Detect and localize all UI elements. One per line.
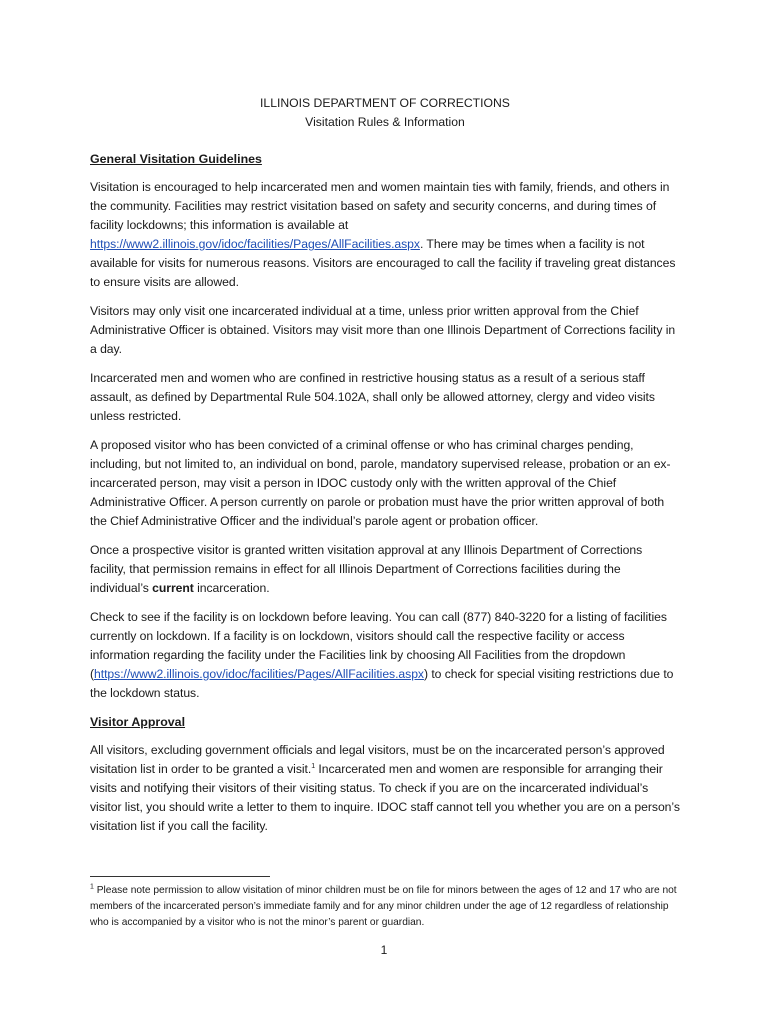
paragraph-lockdown-check [90, 608, 680, 703]
footnote-reference[interactable]: 1 [311, 762, 316, 770]
paragraph-convicted-visitor: A proposed visitor who has been convicted of a criminal offense or who has criminal charges pending, including, but not limited to, an individual on bond, parole, mandatory supervised release, probation or an ex-incarcerated person, may visit a person in IDOC custody only with the written approval of the Chief Administrative Officer. A person currently on parole or probation must have the prior written approval of both the Chief Administrative Officer and the individual’s parole agent or probation officer. [90, 438, 671, 528]
document-subtitle: Visitation Rules & Information [305, 115, 465, 129]
page-number: 1 [380, 943, 388, 957]
footnote-text: Please note permission to allow visitation of minor children must be on file for minors between the ages of 12 and 17 who are not members of the incarcerated person’s immediate family and for any minor children under the age of 12 regardless of relationship who is accompanied by a visitor who is not the minor’s parent or guardian. [90, 885, 677, 928]
heading-visitor-approval: Visitor Approval [90, 715, 186, 729]
heading-general-visitation-guidelines: General Visitation Guidelines [90, 152, 262, 166]
paragraph-text: Check to see if the facility is on lockdown before leaving. You can call (877) 840-3220 for a listing of facilities currently on lockdown. If a facility is on lockdown, visitors should call the respective facility or access information regarding the facility under the Facilities link by choosing All Facilities from the dropdown ( [90, 610, 667, 681]
paragraph-text: . There may be times when a facility is not available for visits for numerous reasons. Visitors are encouraged to call the facility if traveling great distances to ensure visits are allowed. [90, 237, 676, 289]
department-title: ILLINOIS DEPARTMENT OF CORRECTIONS [260, 96, 510, 110]
all-facilities-link[interactable]: https://www2.illinois.gov/idoc/facilities/Pages/AllFacilities.aspx [90, 237, 420, 251]
paragraph-text: Once a prospective visitor is granted written visitation approval at any Illinois Department of Corrections facility, that permission remains in effect for all Illinois Department of Corrections facilities during the individual’s [90, 543, 643, 595]
paragraph-approval-remains [90, 541, 680, 598]
paragraph-restrictive-housing: Incarcerated men and women who are confined in restrictive housing status as a result of a serious staff assault, as defined by Departmental Rule 504.102A, shall only be allowed attorney, clergy and video visits unless restricted. [90, 371, 655, 423]
document-page [90, 94, 680, 846]
paragraph-visitation-encouraged [90, 178, 680, 292]
paragraph-text: ) to check for special visiting restrictions due to the lockdown status. [90, 667, 674, 700]
footnote [90, 883, 680, 931]
paragraph-text: incarceration. [193, 581, 270, 595]
footnote-marker: 1 [90, 883, 94, 891]
paragraph-text: All visitors, excluding government officials and legal visitors, must be on the incarcerated person’s approved visitation list in order to be granted a visit. [90, 743, 665, 776]
bold-current: current [152, 581, 194, 595]
document-header [90, 94, 680, 132]
paragraph-visitor-approval [90, 741, 680, 836]
lockdown-facilities-link[interactable]: https://www2.illinois.gov/idoc/facilities/Pages/AllFacilities.aspx [94, 667, 424, 681]
paragraph-one-visit-at-a-time: Visitors may only visit one incarcerated individual at a time, unless prior written approval from the Chief Administrative Officer is obtained. Visitors may visit more than one Illinois Department of Corrections facility in a day. [90, 304, 676, 356]
footnote-divider [90, 876, 270, 877]
paragraph-text: Incarcerated men and women are responsible for arranging their visits and notifying their visitors of their visiting status. To check if you are on the incarcerated individual’s visitor list, you should write a letter to them to inquire. IDOC staff cannot tell you whether you are on a person’s visitation list if you call the facility. [90, 762, 680, 833]
paragraph-text: Visitation is encouraged to help incarcerated men and women maintain ties with family, friends, and others in the community. Facilities may restrict visitation based on safety and security concerns, and during times of facility lockdowns; this information is available at [90, 180, 670, 232]
